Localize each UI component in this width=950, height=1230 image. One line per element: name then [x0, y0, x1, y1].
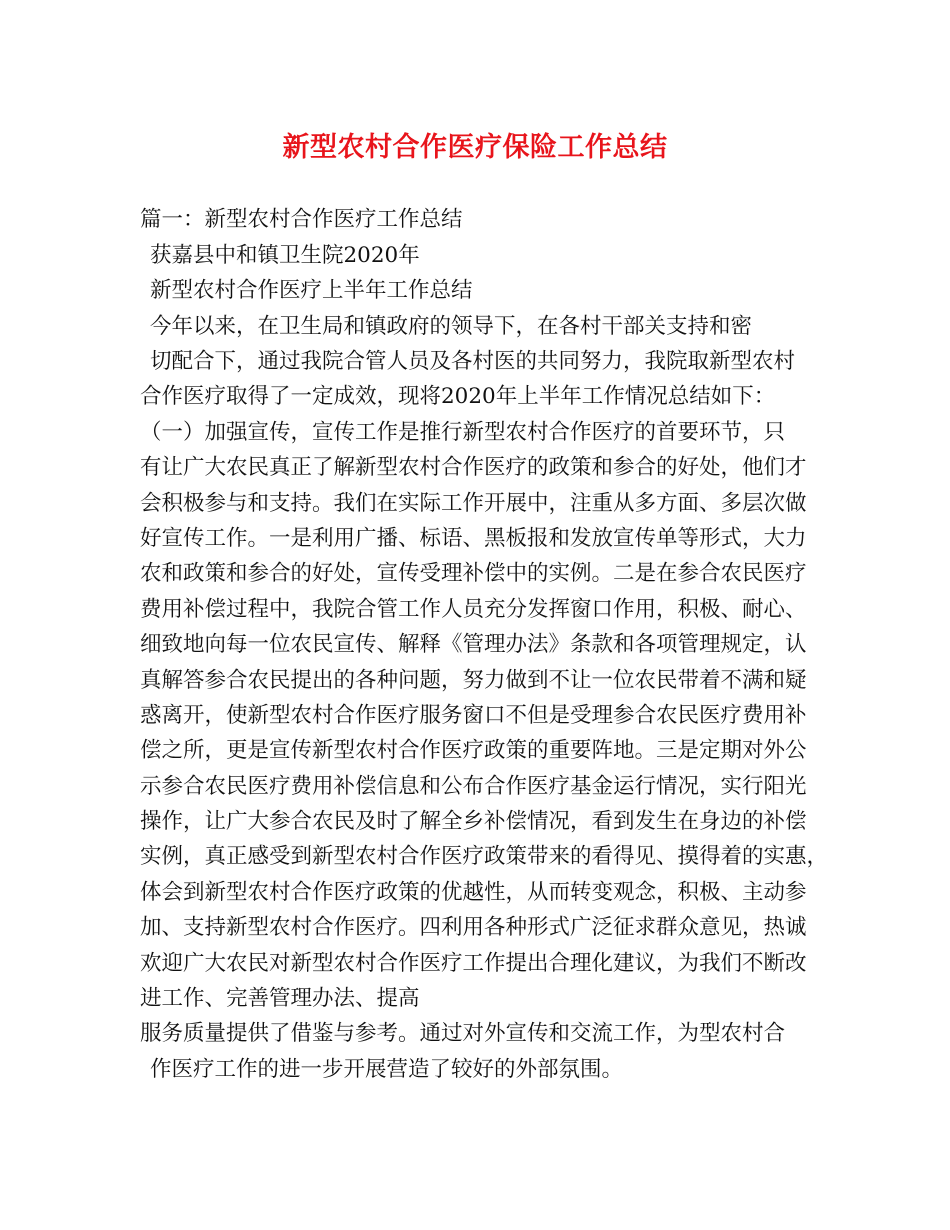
- body-line: （一）加强宣传，宣传工作是推行新型农村合作医疗的首要环节，只: [140, 420, 786, 445]
- document-title: 新型农村合作医疗保险工作总结: [282, 132, 668, 163]
- body-line: 新型农村合作医疗上半年工作总结: [150, 278, 473, 303]
- body-line: 作医疗工作的进一步开展营造了较好的外部氛围。: [150, 1057, 624, 1082]
- body-line: 会积极参与和支持。我们在实际工作开展中，注重从多方面、多层次做: [140, 491, 807, 516]
- body-line: 有让广大农民真正了解新型农村合作医疗的政策和参合的好处，他们才: [140, 455, 807, 480]
- body-line: 好宣传工作。一是利用广播、标语、黑板报和发放宣传单等形式，大力: [140, 526, 807, 551]
- body-line: 农和政策和参合的好处，宣传受理补偿中的实例。二是在参合农民医疗: [140, 561, 807, 586]
- body-line: 示参合农民医疗费用补偿信息和公布合作医疗基金运行情况，实行阳光: [140, 774, 807, 799]
- body-line: 实例，真正感受到新型农村合作医疗政策带来的看得见、摸得着的实惠，: [140, 844, 829, 869]
- body-line: 细致地向每一位农民宣传、解释《管理办法》条款和各项管理规定，认: [140, 632, 807, 657]
- body-line: 切配合下，通过我院合管人员及各村医的共同努力，我院取新型农村: [150, 349, 796, 374]
- body-line: 今年以来，在卫生局和镇政府的领导下，在各村干部关支持和密: [150, 314, 753, 339]
- body-line: 惑离开，使新型农村合作医疗服务窗口不但是受理参合农民医疗费用补: [140, 703, 807, 728]
- body-line: 服务质量提供了借鉴与参考。通过对外宣传和交流工作，为型农村合: [140, 1021, 786, 1046]
- body-line: 合作医疗取得了一定成效，现将2020年上半年工作情况总结如下：: [140, 384, 776, 409]
- body-line: 操作，让广大参合农民及时了解全乡补偿情况，看到发生在身边的补偿: [140, 809, 807, 834]
- body-line: 加、支持新型农村合作医疗。四利用各种形式广泛征求群众意见，热诚: [140, 915, 807, 940]
- body-line: 偿之所，更是宣传新型农村合作医疗政策的重要阵地。三是定期对外公: [140, 738, 807, 763]
- body-line: 篇一：新型农村合作医疗工作总结: [140, 207, 463, 232]
- body-line: 获嘉县中和镇卫生院2020年: [150, 243, 420, 268]
- body-line: 真解答参合农民提出的各种问题，努力做到不让一位农民带着不满和疑: [140, 668, 807, 693]
- body-line: 欢迎广大农民对新型农村合作医疗工作提出合理化建议，为我们不断改: [140, 951, 807, 976]
- body-line: 进工作、完善管理办法、提高: [140, 986, 420, 1011]
- body-line: 费用补偿过程中，我院合管工作人员充分发挥窗口作用，积极、耐心、: [140, 597, 807, 622]
- body-line: 体会到新型农村合作医疗政策的优越性，从而转变观念，积极、主动参: [140, 880, 807, 905]
